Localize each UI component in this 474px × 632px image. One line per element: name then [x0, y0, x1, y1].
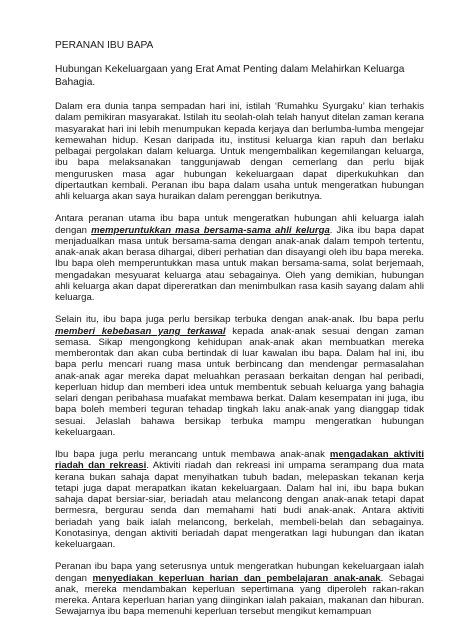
document-title: PERANAN IBU BAPA — [55, 40, 154, 51]
paragraph-3 — [55, 314, 424, 438]
paragraph-2-highlight: memperuntukkan masa bersama-sama ahli kelurga — [91, 224, 330, 236]
paragraph-5-highlight: menyediakan keperluan harian dan pembelajaran anak-anak — [92, 572, 381, 584]
paragraph-5 — [55, 561, 424, 617]
document-subtitle: Hubungan Kekeluargaan yang Erat Amat Penting dalam Melahirkan Keluarga Bahagia. — [55, 64, 405, 88]
paragraph-4-text-before: Ibu bapa juga perlu merancang untuk membawa anak-anak — [55, 449, 330, 461]
paragraph-4-text-after: . Aktiviti riadah dan rekreasi ini umpama serampang dua mata kerana bukan sahaja dapat menyihatkan tubuh badan, melepaskan tekanan kerja tetapi juga dapat merapatkan ikatan kekeluargaan. Dalam hal ini, ibu bapa bukan sahaja dapat bersiar-siar, beriadah atau melancong dengan anak-anak tetapi dapat bermesra, bergurau senda dan memahami hati budi anak-anak. Antara aktiviti beriadah yang baik ialah melancong, berkelah, membeli-belah dan sebagainya. Konotasinya, dengan aktiviti beriadah dapat mengeratkan lagi hubungan dan ikatan kekeluargaan. — [55, 460, 424, 551]
paragraph-2-text-after: . Jika ibu bapa dapat menjadualkan masa untuk bersama-sama dengan anak-anak dalam tempoh tertentu, anak-anak akan berasa dihargai, diberi perhatian dan disayangi oleh ibu bapa mereka. Ibu bapa oleh memperuntukkan masa untuk makan bersama-sama, solat berjemaah, mengadakan mesyuarat keluarga atau sebagainya. Oleh yang demikian, hubungan ahli keluarga akan dapat dipereratkan dan menimbulkan rasa kasih sayang dalam ahli keluarga. — [55, 224, 424, 304]
paragraph-3-text-before: Selain itu, ibu bapa juga perlu bersikap terbuka dengan anak-anak. Ibu bapa perlu — [55, 314, 424, 326]
paragraph-4 — [55, 449, 424, 550]
paragraph-4-highlight: mengadakan aktiviti riadah dan rekreasi — [55, 449, 424, 472]
paragraph-2 — [55, 213, 424, 303]
paragraph-3-highlight: memberi kebebasan yang terkawal — [55, 325, 226, 337]
paragraph-2-text-before: Antara peranan utama ibu bapa untuk mengeratkan hubungan ahli keluarga ialah dengan — [55, 213, 424, 236]
paragraph-1: Dalam era dunia tanpa sempadan hari ini, istilah ‘Rumahku Syurgaku’ kian terhakis dalam pemikiran masyarakat. Istilah itu seolah-olah telah hanyut ditelan zaman kerana masyarakat hari ini lebih menumpukan kepada kerjaya dan berlumba-lumba mengejar kemewahan hidup. Kesan daripada itu, institusi keluarga kian rapuh dan berlaku pelbagai pergolakan dalam keluarga. Untuk mengembalikan kegemilangan keluarga, ibu bapa melaksanakan tanggunjawab dengan cemerlang dan perlu bijak mengurusken masa agar hubungan kekeluargaan dapat diperkukuhkan dan dipertautkan kembali. Peranan ibu bapa dalam usaha untuk mengeratkan hubungan ahli keluarga akan saya huraikan dalam perenggan berikutnya. — [55, 101, 424, 203]
paragraph-5-text-before: Peranan ibu bapa yang seterusnya untuk mengeratkan hubungan kekeluargaan ialah dengan — [55, 561, 424, 584]
paragraph-5-text-after: . Sebagai anak, mereka mendambakan keperluan sepertimana yang diperoleh rakan-rakan mereka. Antara keperluan harian yang diinginkan ialah pakaian, makanan dan hiburan. Sewajarnya ibu bapa memenuhi keperluan tersebut mengikut kemampuan — [55, 572, 424, 618]
paragraph-3-text-after: kepada anak-anak sesuai dengan zaman semasa. Sikap mengongkong kehidupan anak-anak akan membuatkan mereka memberontak dan akan cuba bertindak di luar kawalan ibu bapa. Dalam hal ini, ibu bapa perlu mencari ruang masa untuk berbincang dan mendengar permasalahan anak-anak agar mereka dapat meluahkan perasaan berkaitan dengan hal peribadi, keperluan hidup dan memberi idea untuk membentuk sebuah keluarga yang bahagia selari dengan peribahasa muafakat membawa berkat. Dalam kesempatan ini juga, ibu bapa boleh memberi teguran tehadap tingkah laku anak-anak yang dianggap tidak sesuai. Jelaslah bahawa bersikap terbuka mampu mengeratkan hubungan kekeluargaan. — [55, 325, 425, 438]
